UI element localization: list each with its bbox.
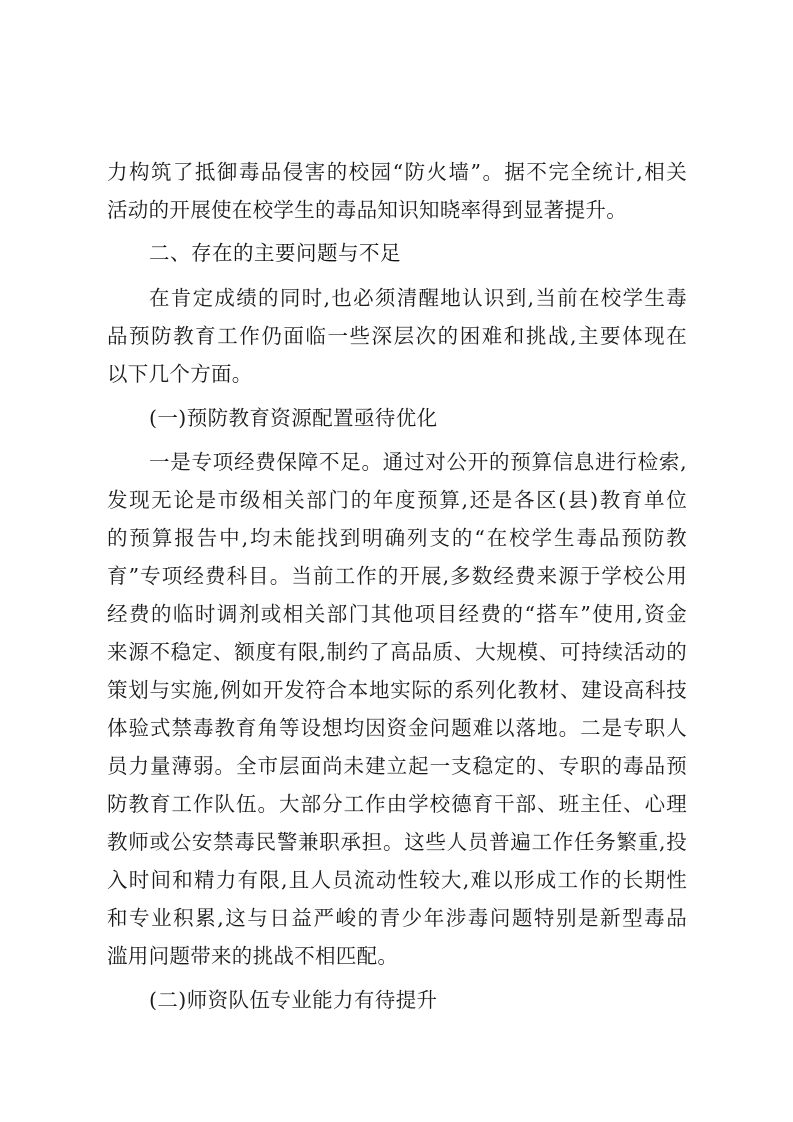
subsection-heading: (一)预防教育资源配置亟待优化 [149,406,438,430]
paragraph-line: 和专业积累,这与日益严峻的青少年涉毒问题特别是新型毒品 [107,906,687,930]
paragraph-line: 在肯定成绩的同时,也必须清醒地认识到,当前在校学生毒 [149,286,687,310]
paragraph-line: 教师或公安禁毒民警兼职承担。这些人员普遍工作任务繁重,投 [107,830,687,854]
paragraph-line: 一是专项经费保障不足。通过对公开的预算信息进行检索, [149,450,687,474]
paragraph-line: 活动的开展使在校学生的毒品知识知晓率得到显著提升。 [107,198,627,222]
paragraph-line: 经费的临时调剂或相关部门其他项目经费的“搭车”使用,资金 [107,602,687,626]
paragraph-line: 策划与实施,例如开发符合本地实际的系列化教材、建设高科技 [107,678,687,702]
paragraph-line: 发现无论是市级相关部门的年度预算,还是各区(县)教育单位 [107,488,687,512]
paragraph-line: 的预算报告中,均未能找到明确列支的“在校学生毒品预防教 [107,526,687,550]
paragraph-line: 体验式禁毒教育角等设想均因资金问题难以落地。二是专职人 [107,716,687,740]
paragraph-line: 育”专项经费科目。当前工作的开展,多数经费来源于学校公用 [107,564,687,588]
paragraph-line: 防教育工作队伍。大部分工作由学校德育干部、班主任、心理 [107,792,687,816]
paragraph-line: 品预防教育工作仍面临一些深层次的困难和挑战,主要体现在 [107,324,687,348]
paragraph-line: 来源不稳定、额度有限,制约了高品质、大规模、可持续活动的 [107,640,687,664]
paragraph-line: 入时间和精力有限,且人员流动性较大,难以形成工作的长期性 [107,868,687,892]
paragraph-line: 员力量薄弱。全市层面尚未建立起一支稳定的、专职的毒品预 [107,754,687,778]
paragraph-line: 滥用问题带来的挑战不相匹配。 [107,944,399,968]
paragraph-line: 力构筑了抵御毒品侵害的校园“防火墙”。据不完全统计,相关 [107,160,687,184]
subsection-heading: (二)师资队伍专业能力有待提升 [149,988,438,1012]
section-heading: 二、存在的主要问题与不足 [149,241,401,265]
paragraph-line: 以下几个方面。 [107,362,253,386]
